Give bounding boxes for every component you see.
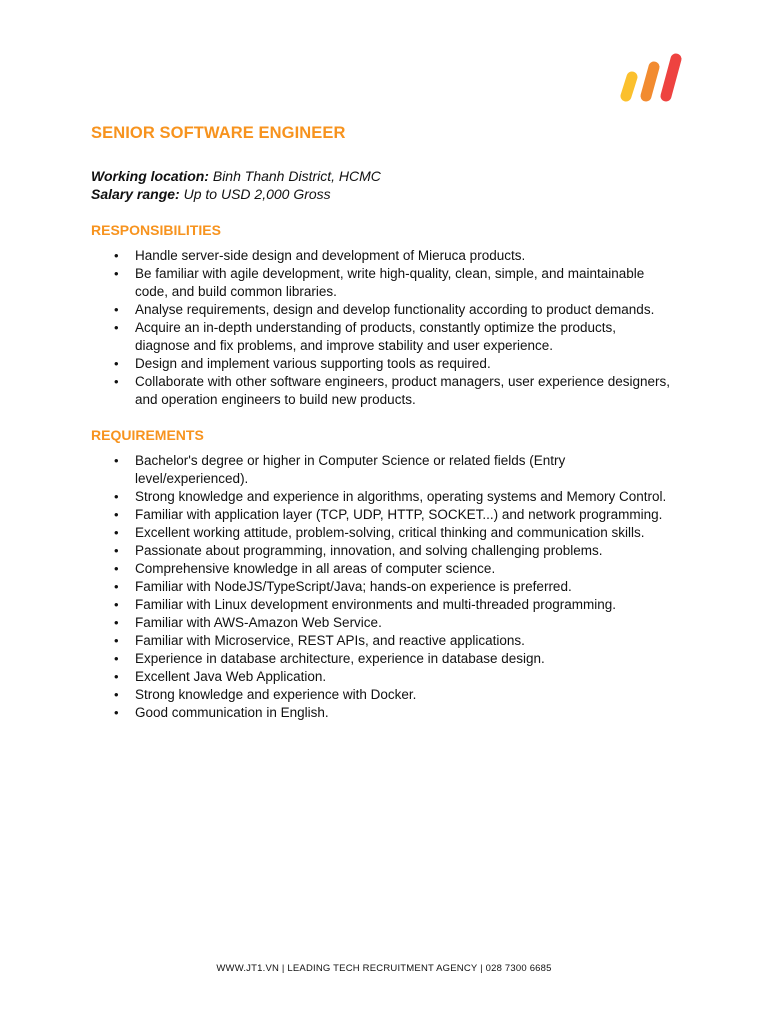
list-item: • Excellent working attitude, problem-solving, critical thinking and communication skills. — [114, 524, 674, 542]
requirements-list — [114, 452, 674, 722]
logo-bar-yellow — [626, 77, 632, 96]
list-item: • Familiar with NodeJS/TypeScript/Java; hands-on experience is preferred. — [114, 578, 674, 596]
list-item: • Experience in database architecture, experience in database design. — [114, 650, 674, 668]
requirements-heading: REQUIREMENTS — [91, 427, 204, 443]
list-item: • Handle server-side design and development of Mieruca products. — [114, 247, 674, 265]
list-item: • Design and implement various supporting tools as required. — [114, 355, 674, 373]
list-item: • Collaborate with other software engineers, product managers, user experience designers, and operation engineers to build new products. — [114, 373, 674, 409]
list-item: • Strong knowledge and experience in algorithms, operating systems and Memory Control. — [114, 488, 674, 506]
salary-range-value: Up to USD 2,000 Gross — [183, 186, 331, 202]
working-location-label: Working location: — [91, 168, 209, 184]
list-item: • Analyse requirements, design and develop functionality according to product demands. — [114, 301, 674, 319]
logo-bar-red — [666, 59, 676, 96]
working-location — [91, 167, 381, 185]
list-item: • Strong knowledge and experience with Docker. — [114, 686, 674, 704]
responsibilities-list — [114, 247, 674, 409]
salary-range — [91, 185, 331, 203]
working-location-value: Binh Thanh District, HCMC — [212, 168, 381, 184]
list-item: • Good communication in English. — [114, 704, 674, 722]
logo-bar-orange — [646, 67, 654, 96]
list-item: • Acquire an in-depth understanding of products, constantly optimize the products, diagnose and fix problems, and improve stability and user experience. — [114, 319, 674, 355]
list-item: • Bachelor's degree or higher in Computer Science or related fields (Entry level/experienced). — [114, 452, 674, 488]
salary-range-label: Salary range: — [91, 186, 180, 202]
list-item: • Passionate about programming, innovation, and solving challenging problems. — [114, 542, 674, 560]
list-item: • Comprehensive knowledge in all areas of computer science. — [114, 560, 674, 578]
list-item: • Excellent Java Web Application. — [114, 668, 674, 686]
list-item: • Be familiar with agile development, write high-quality, clean, simple, and maintainable code, and build common libraries. — [114, 265, 674, 301]
page-footer: WWW.JT1.VN | LEADING TECH RECRUITMENT AGENCY | 028 7300 6685 — [216, 963, 552, 974]
list-item: • Familiar with application layer (TCP, UDP, HTTP, SOCKET...) and network programming. — [114, 506, 674, 524]
company-logo-icon — [614, 50, 684, 108]
list-item: • Familiar with Microservice, REST APIs, and reactive applications. — [114, 632, 674, 650]
job-title: SENIOR SOFTWARE ENGINEER — [91, 124, 346, 142]
list-item: • Familiar with Linux development environments and multi-threaded programming. — [114, 596, 674, 614]
list-item: • Familiar with AWS-Amazon Web Service. — [114, 614, 674, 632]
responsibilities-heading: RESPONSIBILITIES — [91, 222, 221, 238]
